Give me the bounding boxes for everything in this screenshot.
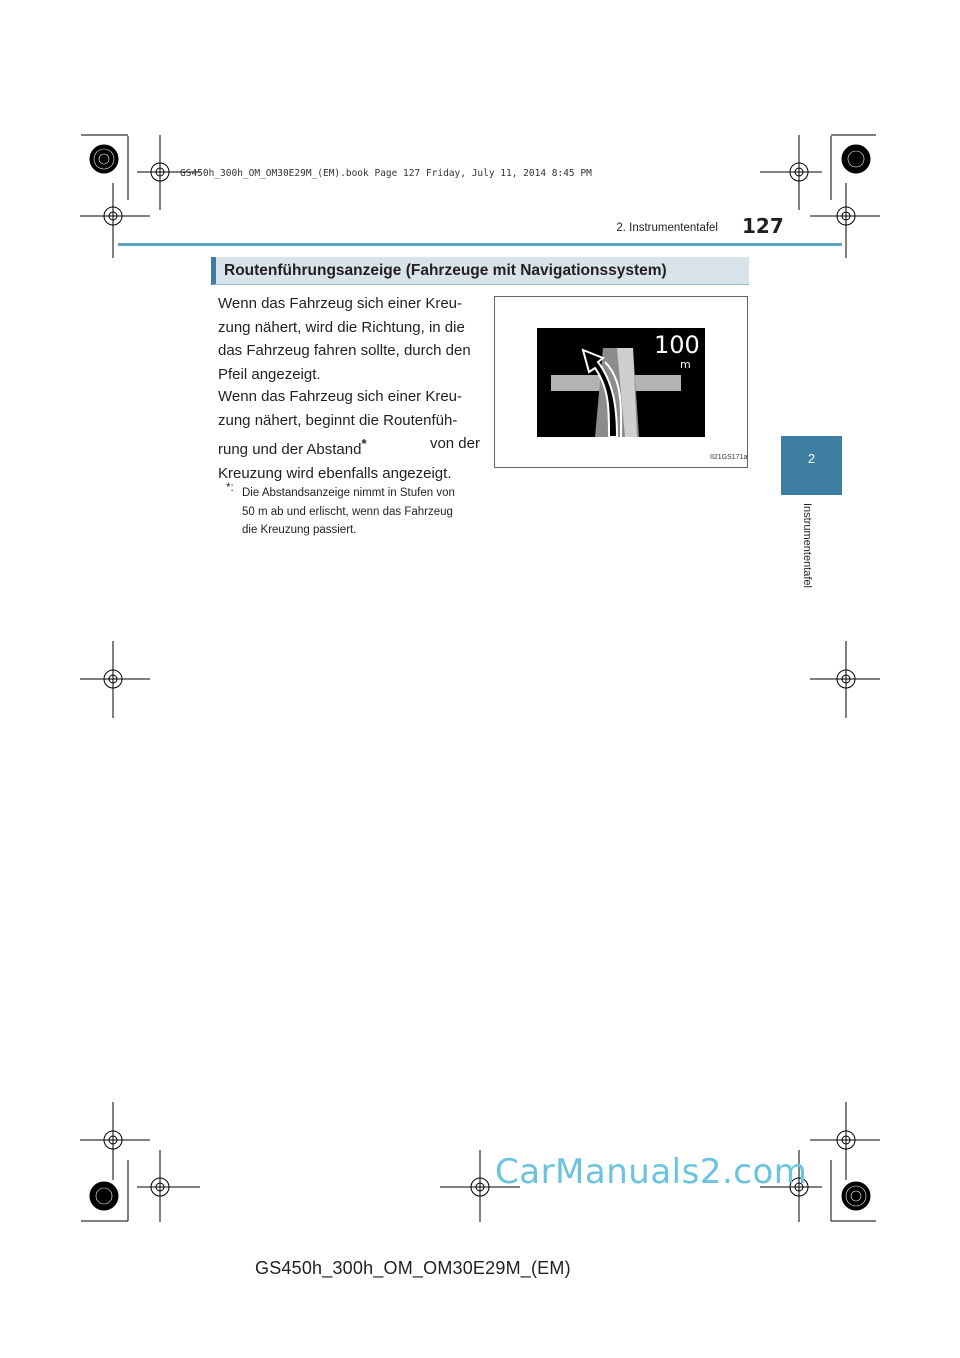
footnote-line: die Kreuzung passiert. (242, 524, 357, 536)
watermark: CarManuals2.com (495, 1152, 808, 1192)
text-line: zung nähert, beginnt die Routenfüh- (218, 411, 458, 429)
footnote (242, 484, 480, 540)
navigation-display-figure (537, 328, 705, 437)
chapter-tab-label: Instrumententafel (801, 503, 813, 588)
registration-rosette-icon (842, 1182, 870, 1210)
registration-rosette-icon (842, 145, 870, 173)
print-info: GS450h_300h_OM_OM30E29M_(EM).book Page 127 Friday, July 11, 2014 8:45 PM (180, 168, 592, 179)
text-segment: von der (429, 435, 480, 452)
page-number: 127 (742, 214, 784, 238)
chapter-tab-number: 2 (807, 451, 816, 466)
footnote-line: Die Abstandsanzeige nimmt in Stufen von (242, 487, 455, 499)
text-line: Kreuzung wird ebenfalls angezeigt. (218, 464, 452, 482)
text-line: zung nähert, wird die Richtung, in die (218, 318, 465, 336)
text-segment: rung und der Abstand* (218, 436, 367, 458)
distance-unit: m (680, 358, 691, 371)
text-line: Wenn das Fahrzeug sich einer Kreu- (218, 388, 463, 405)
text-line: Wenn das Fahrzeug sich einer Kreu- (218, 295, 463, 312)
asterisk-reference: * (361, 436, 367, 451)
section-title: 2. Instrumententafel (616, 222, 718, 234)
registration-rosette-icon (90, 145, 118, 173)
text-line: Pfeil angezeigt. (218, 365, 321, 383)
footnote-line: 50 m ab und erlischt, wenn das Fahrzeug (242, 505, 453, 518)
paragraph-2 (218, 385, 480, 485)
text-line: das Fahrzeug fahren sollte, durch den (218, 342, 471, 359)
section-heading: Routenführungsanzeige (Fahrzeuge mit Navigationssystem) (224, 262, 667, 279)
document-footer: GS450h_300h_OM_OM30E29M_(EM) (255, 1258, 571, 1278)
paragraph-1 (218, 292, 480, 386)
text-line (218, 432, 480, 462)
distance-value: 100 (654, 331, 700, 359)
registration-rosette-icon (90, 1182, 118, 1210)
header-rule (118, 243, 842, 246)
footnote-marker: *: (226, 482, 234, 494)
figure-code: II21GS171a (710, 454, 748, 461)
